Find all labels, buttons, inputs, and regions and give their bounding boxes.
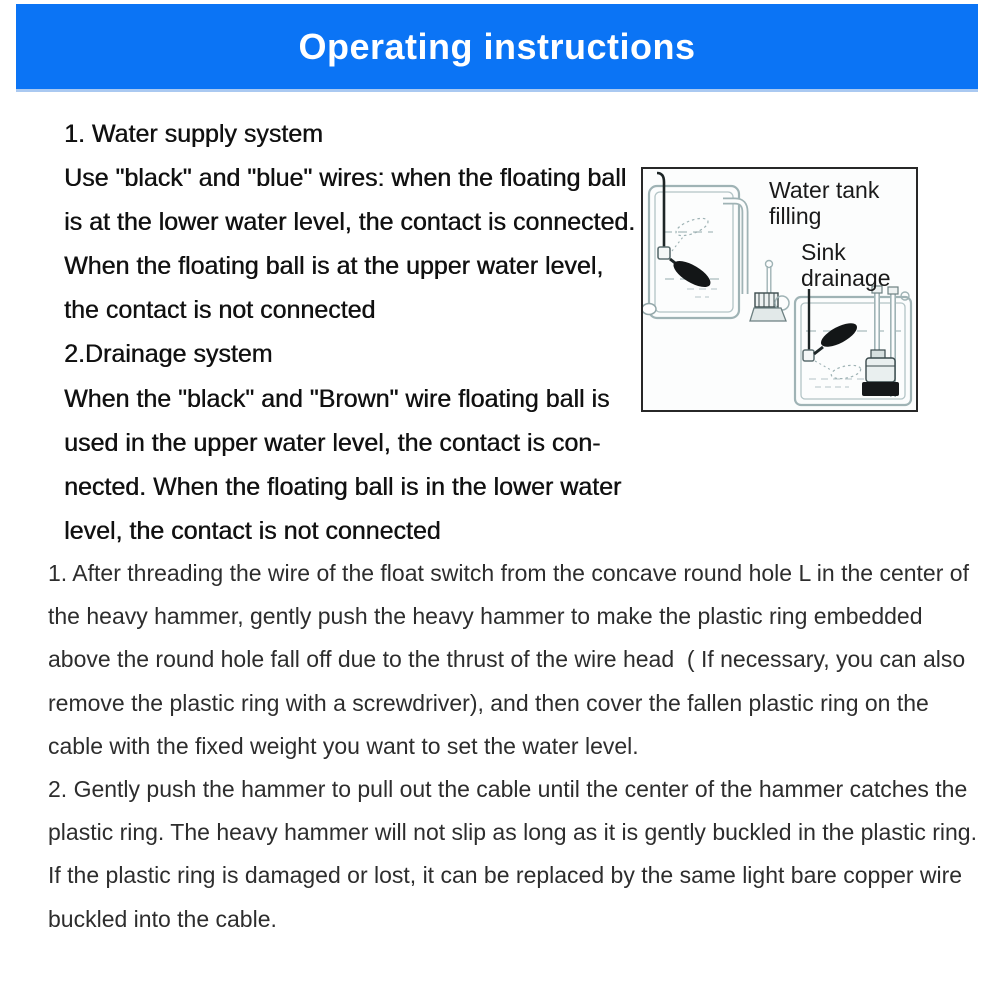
text-line: Use "black" and "blue" wires: when the floating ball <box>64 164 627 193</box>
text-line: When the floating ball is at the upper water level, <box>64 252 604 281</box>
text-line: the contact is not connected <box>64 296 376 325</box>
water-tank-illustration <box>643 173 789 321</box>
text-line: cable with the fixed weight you want to set the water level. <box>48 732 639 759</box>
text-line: plastic ring. The heavy hammer will not slip as long as it is gently buckled in the plastic ring. <box>48 819 977 846</box>
fill-pump-icon <box>750 293 789 321</box>
label-water-tank-filling-line2: filling <box>769 203 822 229</box>
tank-drain-outlet <box>643 304 656 315</box>
text-line: the heavy hammer, gently push the heavy hammer to make the plastic ring embedded <box>48 603 923 630</box>
text-line: above the round hole fall off due to the thrust of the wire head ( If necessary, you can also <box>48 646 966 673</box>
float-cable <box>657 173 664 248</box>
steps-block <box>48 552 977 941</box>
text-line: is at the lower water level, the contact is connected. <box>64 208 636 237</box>
float-switch-diagram <box>643 169 916 410</box>
float-upper-position-outline <box>674 215 710 239</box>
float-ball-icon <box>818 319 861 352</box>
float-lower-position-outline <box>830 363 862 381</box>
text-line: remove the plastic ring with a screwdriver), and then cover the fallen plastic ring on the <box>48 689 929 716</box>
text-line: level, the contact is not connected <box>64 516 441 545</box>
sink-illustration <box>795 286 911 405</box>
text-line: used in the upper water level, the contact is con- <box>64 428 601 457</box>
text-line: 1. Water supply system <box>64 120 323 148</box>
page-title: Operating instructions <box>298 25 696 67</box>
header-banner <box>16 4 978 92</box>
text-line: If the plastic ring is damaged or lost, it can be replaced by the same light bare copper wire <box>48 862 963 889</box>
float-ball-icon <box>670 256 715 292</box>
text-line: 1. After threading the wire of the float switch from the concave round hole L in the center of <box>48 560 969 586</box>
label-sink-drainage-line1: Sink <box>801 239 846 265</box>
text-line: 2.Drainage system <box>64 340 273 369</box>
label-sink-drainage-line2: drainage <box>801 265 891 291</box>
text-line: buckled into the cable. <box>48 905 277 932</box>
label-water-tank-filling-line1: Water tank <box>769 177 880 203</box>
text-line: When the "black" and "Brown" wire floating ball is <box>64 384 610 413</box>
outlet-pipe <box>723 201 745 294</box>
instructions-block <box>64 112 639 553</box>
diagram-figure <box>641 167 918 412</box>
text-line: nected. When the floating ball is in the lower water <box>64 472 622 501</box>
text-line: 2. Gently push the hammer to pull out the cable until the center of the hammer catches the <box>48 776 968 803</box>
